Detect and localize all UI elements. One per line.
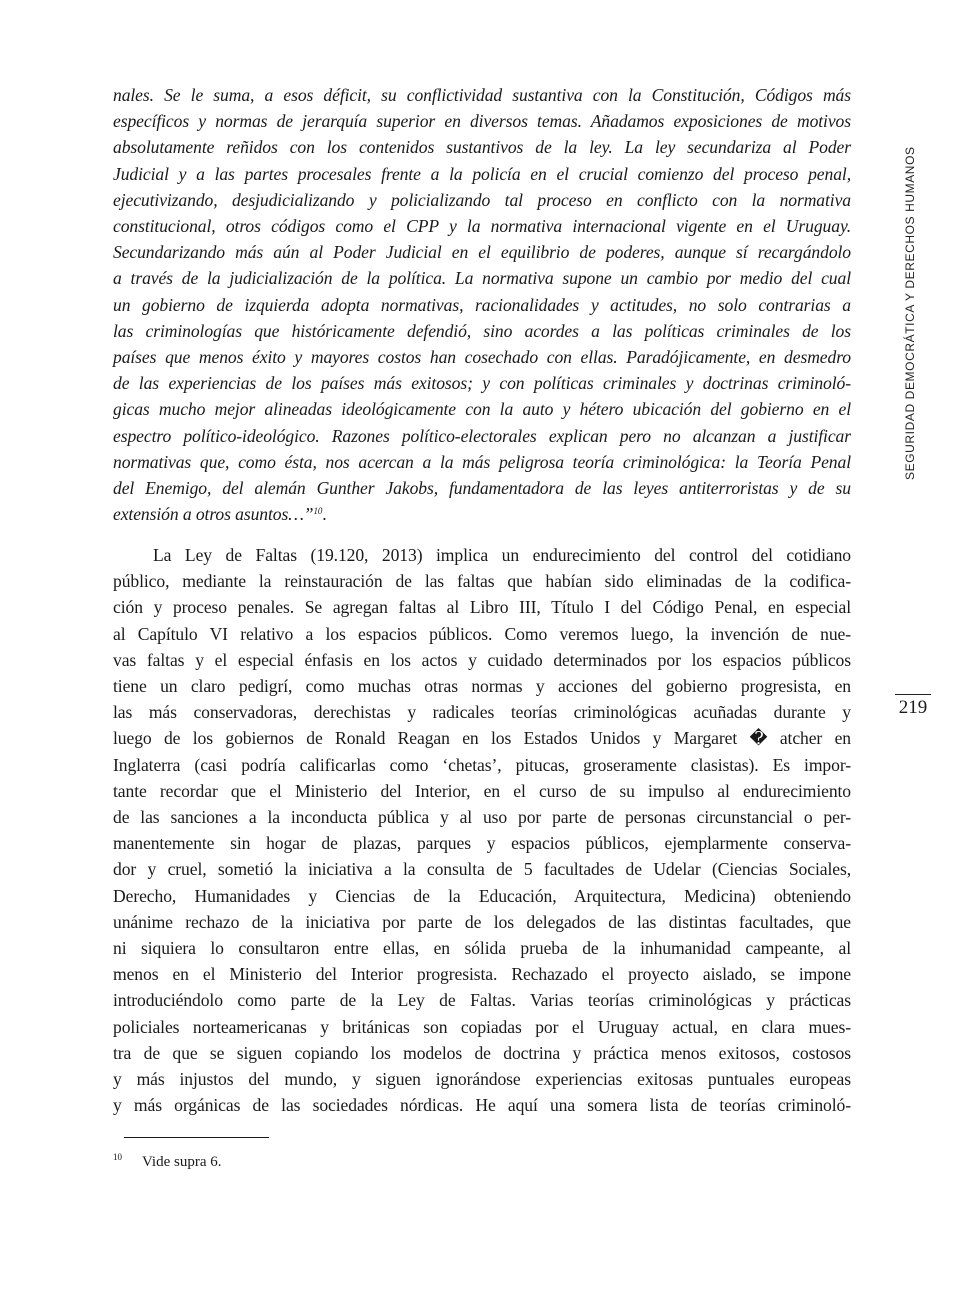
body-line: manentemente sin hogar de plazas, parques y espacios públicos, ejemplarmente conserva-: [113, 833, 851, 854]
page-number: 219: [898, 697, 928, 718]
quote-line: países que menos éxito y mayores costos han cosechado con ellas. Paradójicamente, en desmedro: [113, 347, 851, 367]
quote-line: Secundarizando más aún al Poder Judicial en el equilibrio de poderes, aunque sí recargándolo: [113, 242, 851, 263]
footnote: [113, 1146, 222, 1173]
body-line: dor y cruel, sometió la iniciativa a la consulta de 5 facultades de Udelar (Ciencias Sociales,: [113, 859, 851, 880]
footnote-separator: [124, 1137, 269, 1138]
quote-line: nales. Se le suma, a esos déficit, su conflictividad sustantiva con la Constitución, Códigos más: [113, 85, 851, 105]
footnote-number: 10: [113, 1152, 122, 1162]
quote-line: ejecutivizando, desjudicializando y policializando tal proceso en conflicto con la normativa: [113, 189, 851, 210]
quote-line: Judicial y a las partes procesales frente a la policía en el crucial comienzo del proceso penal,: [113, 163, 851, 184]
body-line: Inglaterra (casi podría calificarlas como ‘chetas’, pitucas, groseramente clasistas). Es impor-: [113, 754, 851, 775]
quote-line: normativas que, como ésta, nos acercan a la más peligrosa teoría criminológica: la Teoría Penal: [113, 451, 851, 472]
quote-line: de las experiencias de los países más exitosos; y con políticas criminales y doctrinas criminoló-: [113, 373, 851, 394]
body-line: unánime rechazo de la iniciativa por parte de los delegados de las distintas facultades, que: [113, 911, 851, 932]
quote-line: absolutamente reñidos con los contenidos sustantivos de la ley. La ley secundariza al Poder: [113, 137, 851, 158]
quote-last-line: [113, 501, 851, 527]
body-line: introduciéndolo como parte de la Ley de Faltas. Varias teorías criminológicas y prácticas: [113, 990, 851, 1011]
quote-line: gicas mucho mejor alineadas ideológicamente con la auto y hétero ubicación del gobierno en el: [113, 399, 851, 420]
body-line: y más orgánicas de las sociedades nórdicas. He aquí una somera lista de teorías criminoló-: [113, 1095, 851, 1116]
quote-line: las criminologías que históricamente defendió, sino acordes a las políticas criminales de los: [113, 320, 851, 341]
body-line: tra de que se siguen copiando los modelos de doctrina y práctica menos exitosos, costosos: [113, 1042, 851, 1063]
body-line: La Ley de Faltas (19.120, 2013) implica un endurecimiento del control del cotidiano: [153, 545, 851, 565]
body-line: Derecho, Humanidades y Ciencias de la Educación, Arquitectura, Medicina) obteniendo: [113, 885, 851, 906]
quote-last-line-text: extensión a otros asuntos…”: [113, 504, 314, 525]
body-line: de las sanciones a la inconducta pública y al uso por parte de personas circunstancial o per-: [113, 807, 851, 827]
body-line: tiene un claro pedigrí, como muchas otras normas y acciones del gobierno progresista, en: [113, 676, 851, 696]
footnote-reference: 10: [313, 506, 323, 517]
quote-line: espectro político-ideológico. Razones político-electorales explican pero no alcanzan a justificar: [113, 425, 851, 446]
quote-line: específicos y normas de jerarquía superior en diversos temas. Añadamos exposiciones de motivos: [113, 111, 851, 132]
body-line: ni siquiera lo consultaron entre ellas, en sólida prueba de la inhumanidad campeante, al: [113, 938, 851, 958]
body-line: ción y proceso penales. Se agregan faltas al Libro III, Título I del Código Penal, en especial: [113, 597, 851, 618]
footnote-text: Vide supra 6.: [142, 1154, 222, 1170]
body-line: y más injustos del mundo, y siguen ignorándose experiencias exitosas puntuales europeas: [113, 1069, 851, 1089]
body-line: luego de los gobiernos de Ronald Reagan en los Estados Unidos y Margaret � atcher en: [113, 728, 851, 749]
body-line: menos en el Ministerio del Interior progresista. Rechazado el proyecto aislado, se impone: [113, 964, 851, 985]
body-line: al Capítulo VI relativo a los espacios públicos. Como veremos luego, la invención de nue-: [113, 623, 851, 644]
running-head: SEGURIDAD DEMOCRÁTICA Y DERECHOS HUMANOS: [903, 146, 917, 480]
quote-line: constitucional, otros códigos como el CPP y la normativa internacional vigente en el Uruguay.: [113, 216, 851, 236]
body-line: las más conservadoras, derechistas y radicales teorías criminológicas acuñadas durante y: [113, 702, 851, 723]
quote-last-line-end: .: [322, 504, 327, 525]
body-line: tante recordar que el Ministerio del Interior, en el curso de su impulso al endurecimiento: [113, 780, 851, 801]
quote-line: del Enemigo, del alemán Gunther Jakobs, fundamentadora de las leyes antiterroristas y de su: [113, 478, 851, 498]
body-line: público, mediante la reinstauración de las faltas que habían sido eliminadas de la codifica-: [113, 571, 851, 592]
page-number-rule: [895, 694, 931, 695]
body-line: policiales norteamericanas y británicas son copiadas por el Uruguay actual, en clara mues-: [113, 1016, 851, 1037]
body-line: vas faltas y el especial énfasis en los actos y cuidado determinados por los espacios públicos: [113, 649, 851, 670]
quote-line: un gobierno de izquierda adopta normativas, racionalidades y actitudes, no solo contrarias a: [113, 294, 851, 315]
quote-line: a través de la judicialización de la política. La normativa supone un cambio por medio del cual: [113, 268, 851, 289]
